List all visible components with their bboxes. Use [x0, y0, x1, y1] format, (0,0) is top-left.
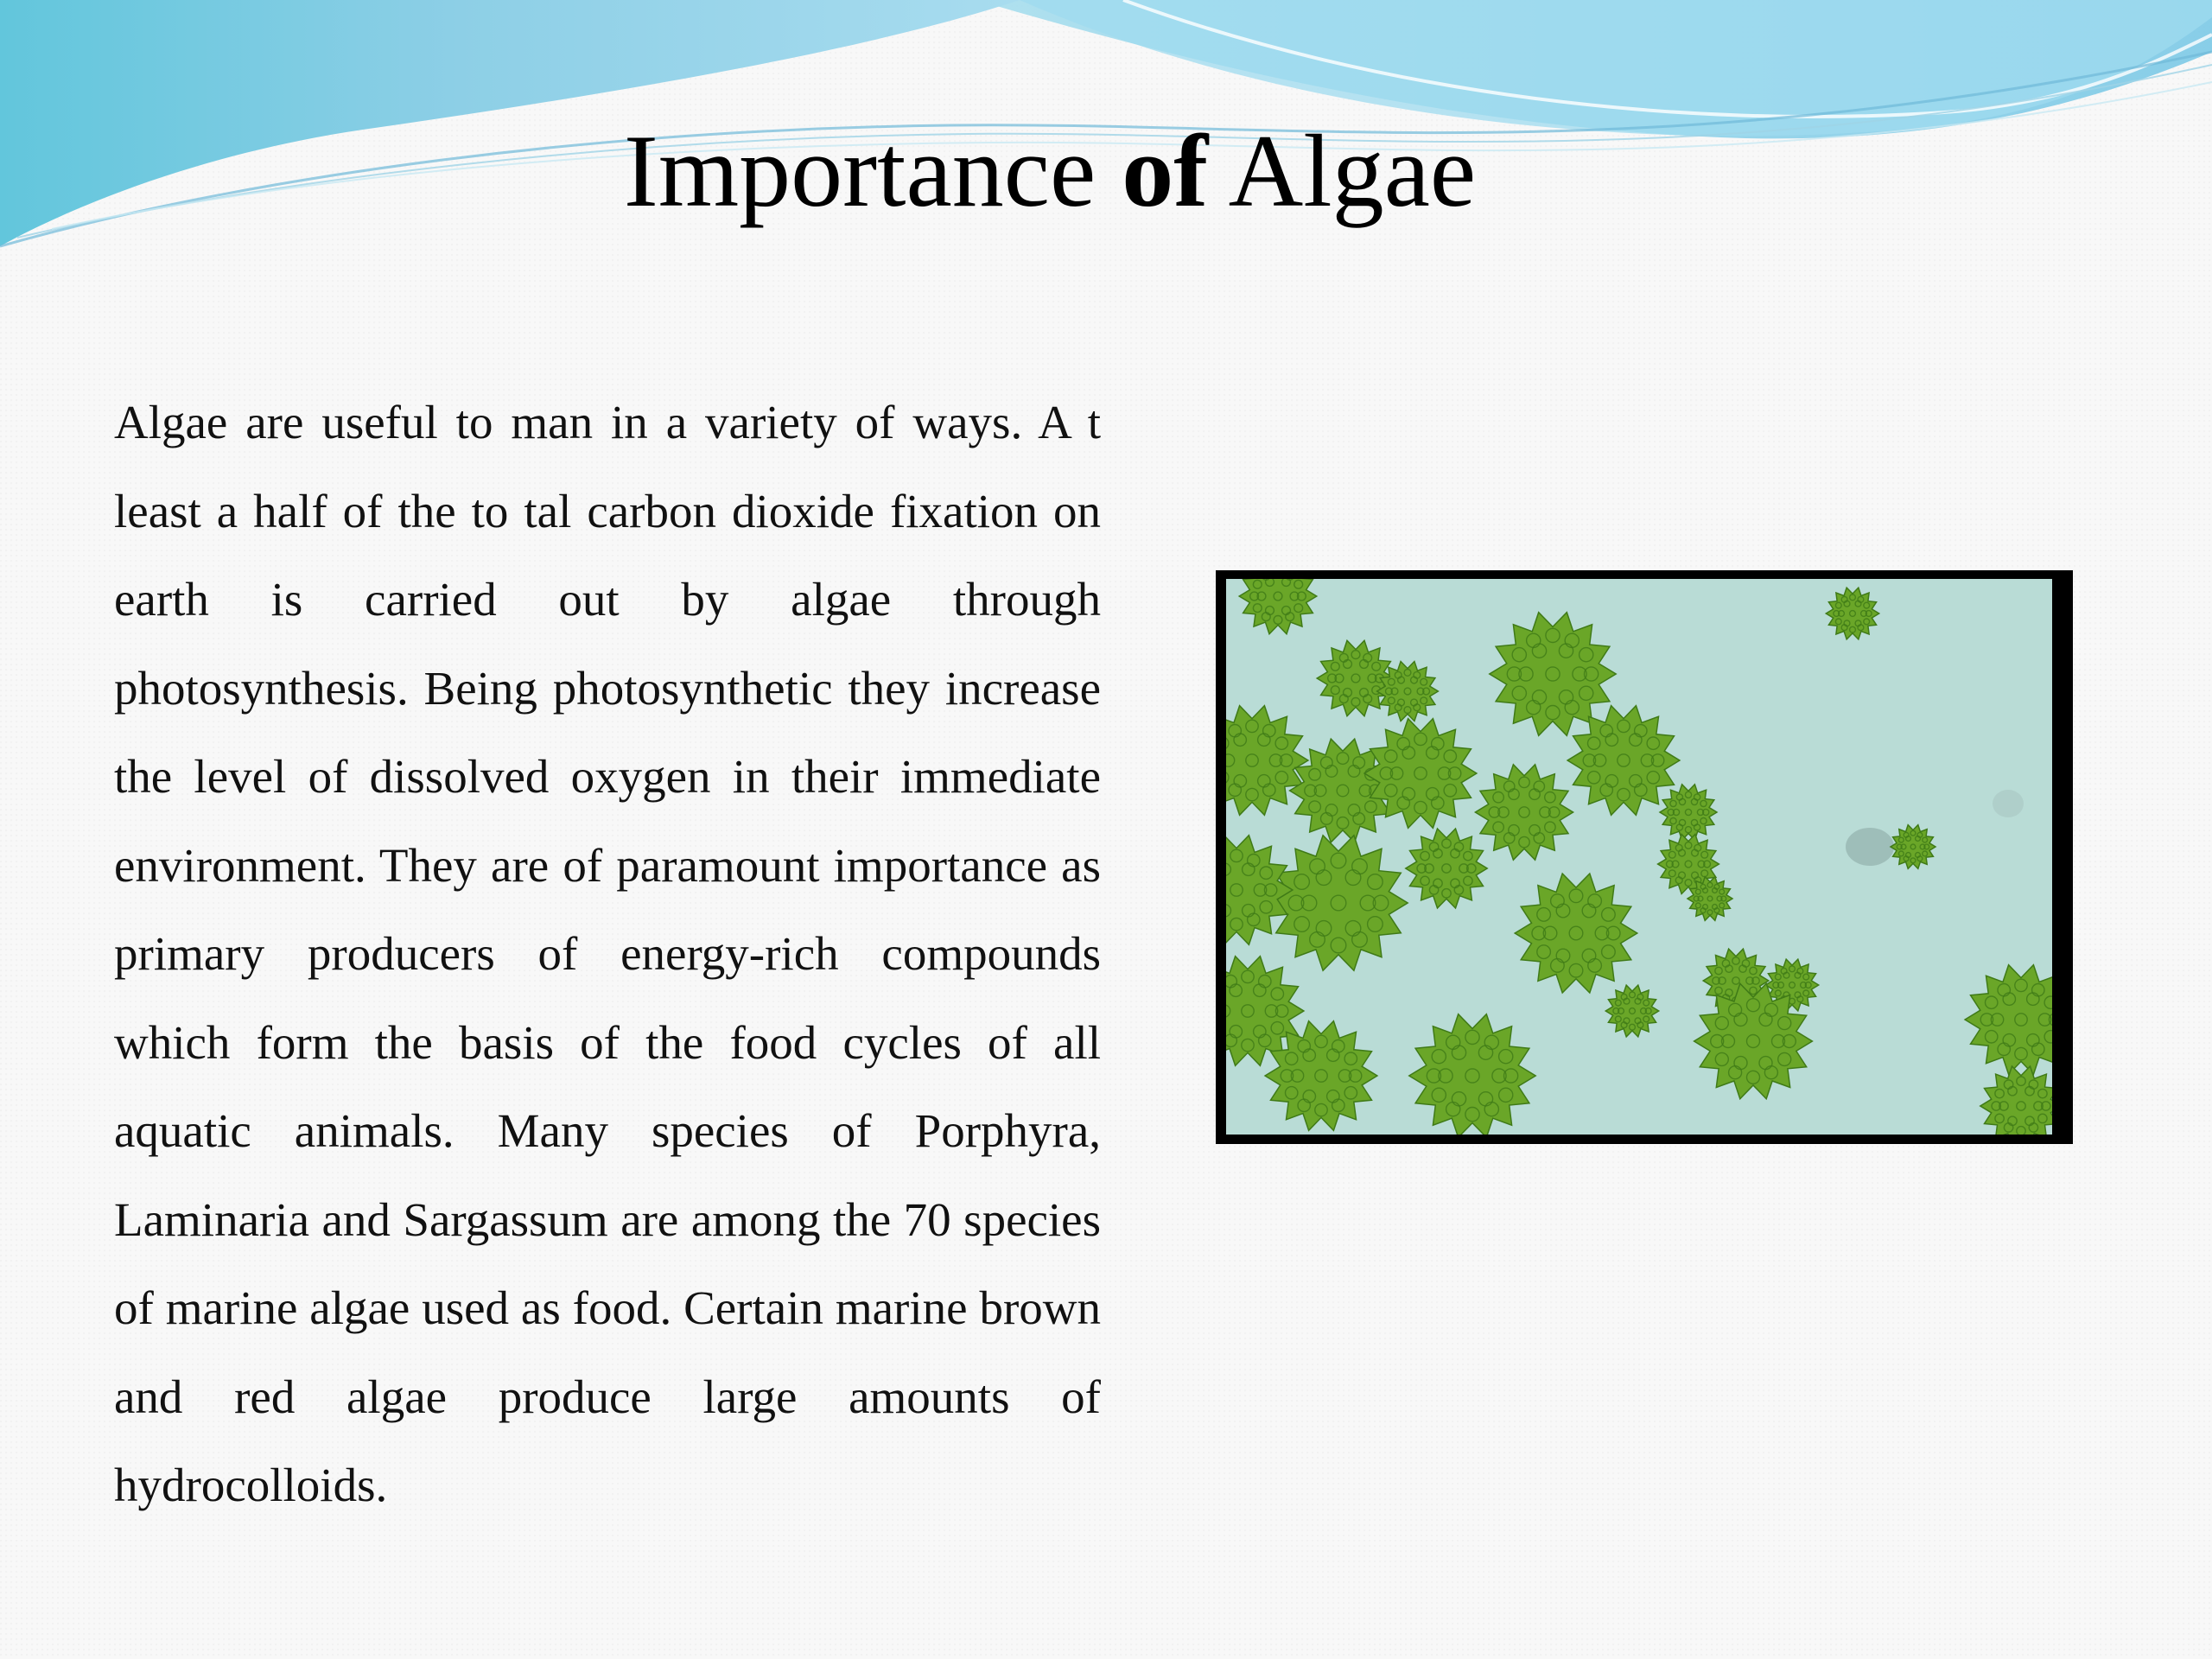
title-part-algae: Algae [1208, 113, 1477, 228]
photo-frame [1216, 570, 2073, 1144]
body-paragraph: Algae are useful to man in a variety of ways. A t least a half of the to tal carbon dioxide fixation on earth is carried out by algae through photosynthesis. Being photosynthetic they increase the level of dissolved oxygen in their immediate environment. They are of paramount importance as primary producers of energy-rich compounds which form the basis of the food cycles of all aquatic animals. Many species of Porphyra, Laminaria and Sargassum are among the 70 species of marine algae used as food. Certain marine brown and red algae produce large amounts of hydrocolloids. [114, 396, 1101, 1511]
title-part-importance: Importance [623, 113, 1122, 228]
page-title [0, 111, 2100, 232]
title-part-of: of [1122, 113, 1209, 228]
algae-micrograph-image [1226, 579, 2052, 1135]
